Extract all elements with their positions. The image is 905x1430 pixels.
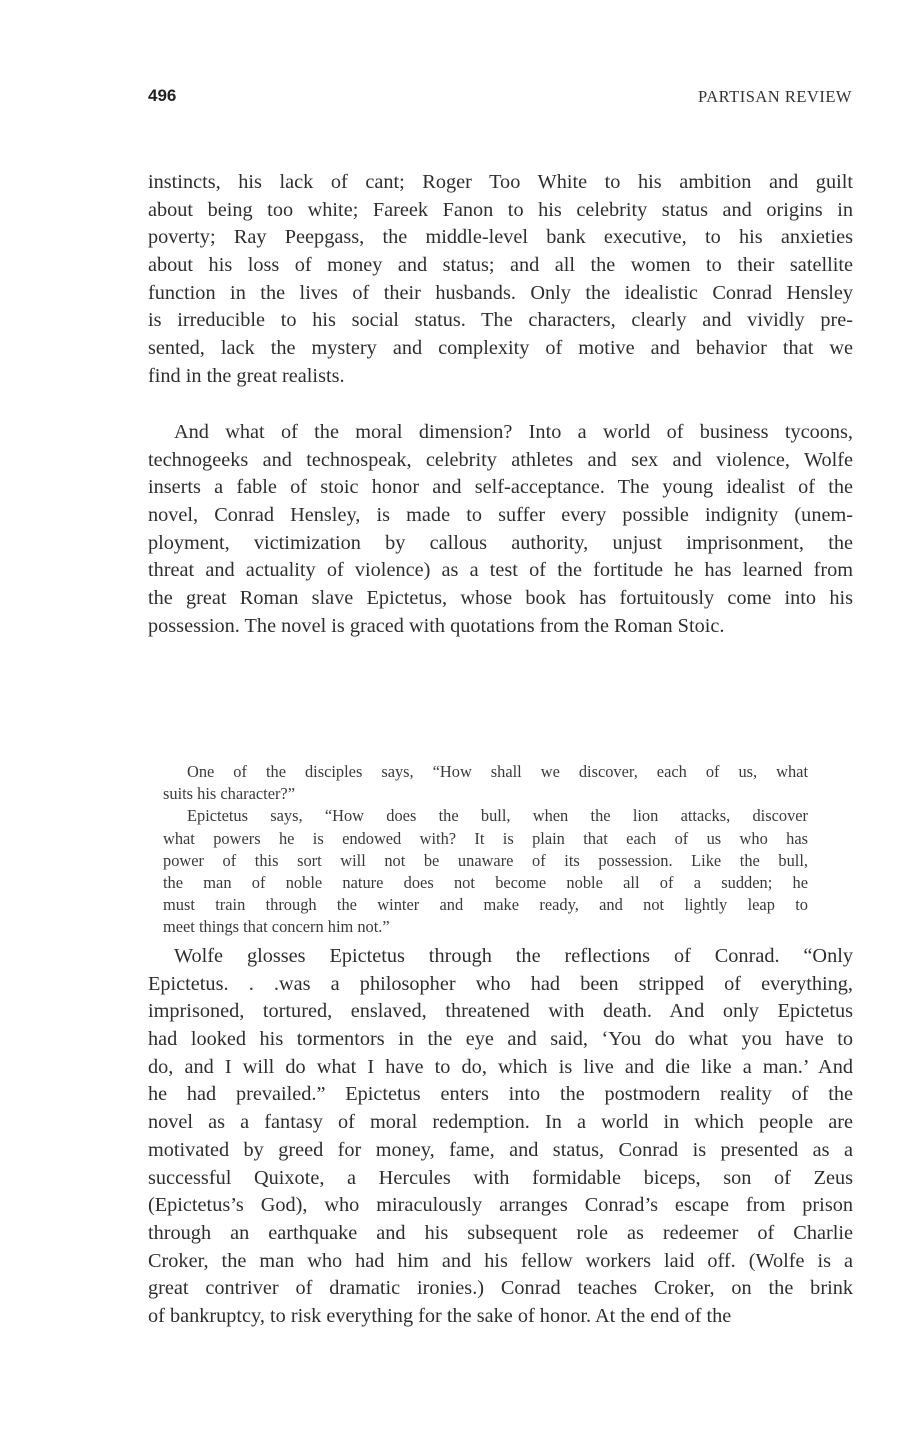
text-line: Epictetus. . .was a philosopher who had been stripped of everything, [148, 972, 853, 995]
text-line: do, and I will do what I have to do, which is live and die like a man.’ And [148, 1055, 853, 1078]
text-line: motivated by greed for money, fame, and status, Conrad is presented as a [148, 1138, 853, 1161]
text-line: imprisoned, tortured, enslaved, threatened with death. And only Epictetus [148, 1000, 853, 1023]
text-line: function in the lives of their husbands. Only the idealistic Conrad Hensley [148, 281, 853, 304]
text-line: (Epictetus’s God), who miraculously arranges Conrad’s escape from prison [148, 1194, 853, 1217]
paragraph-2 [148, 419, 853, 641]
text-line: had looked his tormentors in the eye and said, ‘You do what you have to [148, 1028, 853, 1051]
text-line: the great Roman slave Epictetus, whose book has fortuitously come into his [148, 587, 853, 610]
text-line: of bankruptcy, to risk everything for the sake of honor. At the end of the [148, 1304, 732, 1327]
text-line: successful Quixote, a Hercules with formidable biceps, son of Zeus [148, 1166, 853, 1189]
paragraph-1 [148, 169, 853, 391]
text-line: sented, lack the mystery and complexity of motive and behavior that we [148, 337, 853, 360]
text-line: technogeeks and technospeak, celebrity athletes and sex and violence, Wolfe [148, 448, 853, 471]
quote-line: what powers he is endowed with? It is plain that each of us who has [163, 828, 808, 848]
text-line: Wolfe glosses Epictetus through the reflections of Conrad. “Only [174, 945, 853, 967]
text-line: ployment, victimization by callous authority, unjust imprisonment, the [148, 531, 853, 554]
text-line: about his loss of money and status; and all the women to their satellite [148, 254, 853, 277]
text-line: find in the great realists. [148, 364, 345, 387]
text-line: Croker, the man who had him and his fellow workers laid off. (Wolfe is a [148, 1249, 853, 1272]
text-line: possession. The novel is graced with quotations from the Roman Stoic. [148, 614, 725, 637]
text-line: about being too white; Fareek Fanon to his celebrity status and origins in [148, 198, 853, 221]
running-title: PARTISAN REVIEW [698, 87, 852, 106]
text-line: great contriver of dramatic ironies.) Conrad teaches Croker, on the brink [148, 1277, 853, 1300]
quote-line: Epictetus says, “How does the bull, when the lion attacks, discover [187, 806, 808, 826]
block-quote [163, 761, 808, 939]
quote-line: suits his character?” [163, 784, 295, 804]
quote-line: the man of noble nature does not become noble all of a sudden; he [163, 872, 808, 892]
quote-line: One of the disciples says, “How shall we discover, each of us, what [187, 762, 808, 781]
quote-line: meet things that concern him not.” [163, 917, 390, 937]
text-line: is irreducible to his social status. The characters, clearly and vividly pre- [148, 309, 853, 332]
text-line: poverty; Ray Peepgass, the middle-level bank executive, to his anxieties [148, 226, 853, 249]
text-line: he had prevailed.” Epictetus enters into the postmodern reality of the [148, 1083, 853, 1106]
text-line: instincts, his lack of cant; Roger Too White to his ambition and guilt [148, 171, 853, 193]
text-line: through an earthquake and his subsequent role as redeemer of Charlie [148, 1221, 853, 1244]
text-line: And what of the moral dimension? Into a world of business tycoons, [174, 421, 853, 443]
quote-line: must train through the winter and make ready, and not lightly leap to [163, 895, 808, 915]
text-line: novel, Conrad Hensley, is made to suffer every possible indignity (unem- [148, 504, 853, 527]
quote-line: power of this sort will not be unaware of its possession. Like the bull, [163, 850, 808, 870]
text-line: inserts a fable of stoic honor and self-acceptance. The young idealist of the [148, 476, 853, 499]
paragraph-3 [148, 943, 853, 1331]
text-line: novel as a fantasy of moral redemption. In a world in which people are [148, 1111, 853, 1134]
page-number: 496 [148, 86, 177, 105]
text-line: threat and actuality of violence) as a test of the fortitude he has learned from [148, 559, 853, 582]
